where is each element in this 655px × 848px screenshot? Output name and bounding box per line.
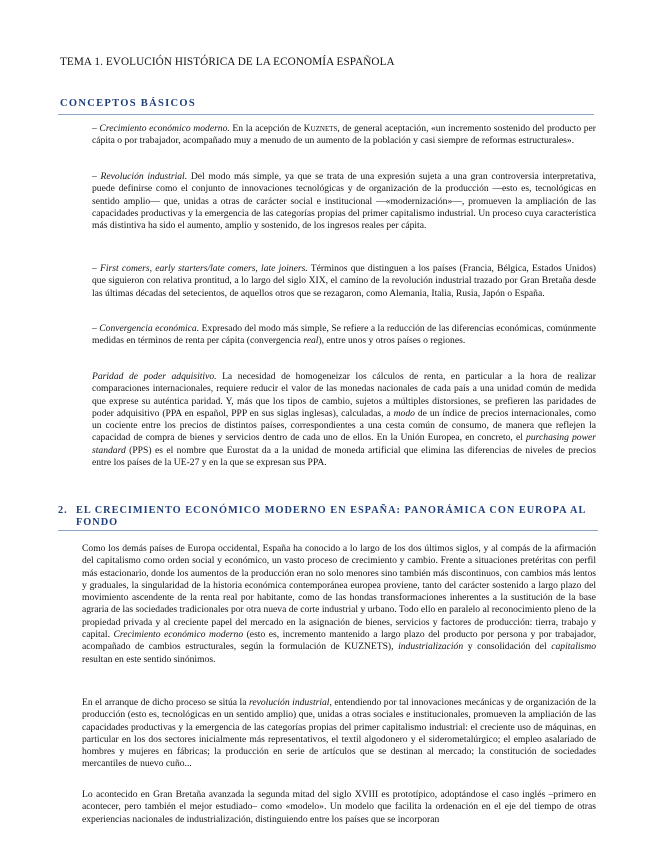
entry-dash: –: [92, 123, 100, 134]
concept-text: Del modo más simple, ya que se trata de una expresión sujeta a una gran controversia interpretativa, puede definirse como el conjunto de innovaciones tecnológicas y de organización de la producción —esto es, tecnológicas en sentido amplio— que, unidas a otras de carácter social e institucional —«modernización»—, promueven la ampliación de las capacidades productivas y la emergencia de las categorías propias del primer capitalismo industrial. Un proceso cuya característica más distintiva ha sido el aumento, amplio y sostenido, de los ingresos reales per cápita.: [92, 171, 596, 232]
entry-dash: –: [92, 263, 101, 274]
concept-text: Términos que distinguen a los países (Francia, Bélgica, Estados Unidos) que siguieron con relativa prontitud, a lo largo del siglo XIX, el camino de la revolución industrial trazado por Gran Bretaña desde las últimas décadas del setecientos, de aquellos otros que se rezagaron, como Alemania, Italia, Rusia, Japón o España.: [92, 263, 596, 299]
body-paragraph-1: [82, 543, 596, 666]
paragraph-text: , entendiendo por tal innovaciones mecánicas y de organización de la producción (esto es, tecnológicas en un sentido amplio) que, unidas a otras sociales e institucionales, promueven la ampliación de las capacidades productivas y la emergencia de las categorías propias del primer capitalismo industrial: el creciente uso de máquinas, en particular en los dos sectores inicialmente más representativos, el textil algodonero y el siderometalúrgico; el empleo asalariado de hombres y mujeres en fábricas; la producción en serie de artículos que se destinan al mercado; la constitución de sociedades mercantiles de nuevo cuño...: [82, 697, 596, 770]
concept-text: ), entre unos y otros países o regiones.: [318, 335, 466, 347]
author-name-kuznets: Kuznets: [303, 123, 338, 134]
concept-text: , de general aceptación, «un incremento sostenido del producto per cápita o por trabajador, acompañado muy a menudo de un aumento de la población y casi siempre de reformas estructurales».: [92, 123, 596, 147]
concept-italic-word: modo: [393, 407, 415, 419]
italic-term: industrialización: [398, 641, 464, 653]
concept-text: Expresado del modo más simple, Se refiere a la reducción de las diferencias económicas, comúnmente medidas en términos de renta per cápita (convergencia: [92, 323, 596, 347]
section-heading-conceptos-basicos: [58, 97, 594, 115]
section-number: 2.: [58, 505, 68, 516]
concept-italic-word: real: [303, 335, 319, 347]
concept-text: La necesidad de homogeneizar los cálculos de renta, en particular a la hora de realizar comparaciones internacionales, requiere reducir el valor de las monedas nacionales de cada país a una unidad común de medida que exprese su auténtica paridad. Y, más que los tipos de cambio, sujetos a múltiples distorsiones, se prefieren las paridades de poder adquisitivo (PPA en español, PPP en sus siglas inglesas), calculadas, a: [92, 371, 596, 419]
paragraph-text: Como los demás países de Europa occidental, España ha conocido a lo largo de los dos últimos siglos, y al compás de la afirmación del capitalismo como orden social y económico, un vasto proceso de crecimiento y cambio. Frente a situaciones pretéritas con perfil más estacionario, donde los aumentos de la producción eran no solo menores sino también más discontinuos, con cambios más lentos y graduales, la singularidad de la historia económica contemporánea europea proviene, tanto del carácter sostenido a largo plazo del movimiento ascendente de la renta real por habitante, como de las hondas transformaciones inherentes a la sustitución de la base agraria de las sociedades tradicionales por otra nueva de corte industrial y urbano. Todo ello en paralelo al reconocimiento pleno de la propiedad privada y al creciente papel del mercado en la asignación de bienes, servicios y factores de producción: tierra, trabajo y capital.: [82, 543, 596, 641]
document-title: TEMA 1. EVOLUCIÓN HISTÓRICA DE LA ECONOMÍA ESPAÑOLA: [60, 56, 395, 68]
concept-text: En la acepción de: [229, 123, 304, 134]
paragraph-text: y consolidación del: [463, 641, 552, 653]
concept-term: First comers, early starters/late comers, late joiners.: [100, 263, 308, 274]
paragraph-text: (esto es, incremento mantenido a largo plazo del producto por persona y por trabajador, acompañado de cambios estructurales, según la formulación de KUZNETS),: [82, 629, 596, 653]
concept-term: Crecimiento económico moderno.: [99, 123, 230, 134]
concept-entry-revolucion-industrial: [92, 171, 596, 232]
concept-term: Paridad de poder adquisitivo.: [92, 371, 217, 382]
section-heading-text: EL CRECIMIENTO ECONÓMICO MODERNO EN ESPAÑA: PANORÁMICA CON EUROPA AL FONDO: [76, 505, 586, 528]
section-heading-text: CONCEPTOS BÁSICOS: [60, 98, 196, 109]
entry-dash: –: [92, 323, 100, 334]
concept-entry-crecimiento: [92, 123, 596, 148]
body-paragraph-2: [82, 697, 596, 771]
italic-term: revolución industrial: [248, 697, 330, 708]
italic-term: Crecimiento económico moderno: [113, 629, 244, 641]
body-paragraph-3: Lo acontecido en Gran Bretaña avanzada la segunda mitad del siglo XVIII es prototípico, adoptándose el caso inglés –primero en acontecer, pero también el mejor estudiado– como «modelo». Un modelo que facilita la ordenación en el eje del tiempo de otras experiencias nacionales de industrialización, distinguiendo entre los países que se incorporan: [82, 789, 596, 825]
entry-dash: –: [92, 171, 101, 182]
concept-term: Revolución industrial.: [100, 171, 188, 182]
concept-italic-term: purchasing power standard: [92, 432, 596, 456]
concept-entry-convergencia: [92, 323, 596, 348]
concept-entry-first-comers: [92, 263, 596, 300]
concept-term: Convergencia económica.: [99, 323, 200, 334]
paragraph-text: resultan en este sentido sinónimos.: [82, 653, 216, 665]
concept-text: (PPS) es el nombre que Eurostat da a la unidad de moneda artificial que elimina las diferencias de niveles de precios entre los países de la UE-27 y en la que se expresan sus PPA.: [92, 444, 596, 469]
concept-text: de un índice de precios internacionales, como un cociente entre los precios de distintos países, correspondientes a una cesta común de consumo, de manera que reflejen la capacidad de compra de bienes y servicios dentro de cada uno de ellos. En la Unión Europea, en concreto, el: [92, 407, 596, 444]
italic-term: capitalismo: [551, 641, 597, 653]
section-heading-crecimiento-espana: [58, 505, 598, 531]
paragraph-text: En el arranque de dicho proceso se sitúa la: [82, 697, 249, 708]
concept-entry-paridad: [92, 371, 596, 469]
